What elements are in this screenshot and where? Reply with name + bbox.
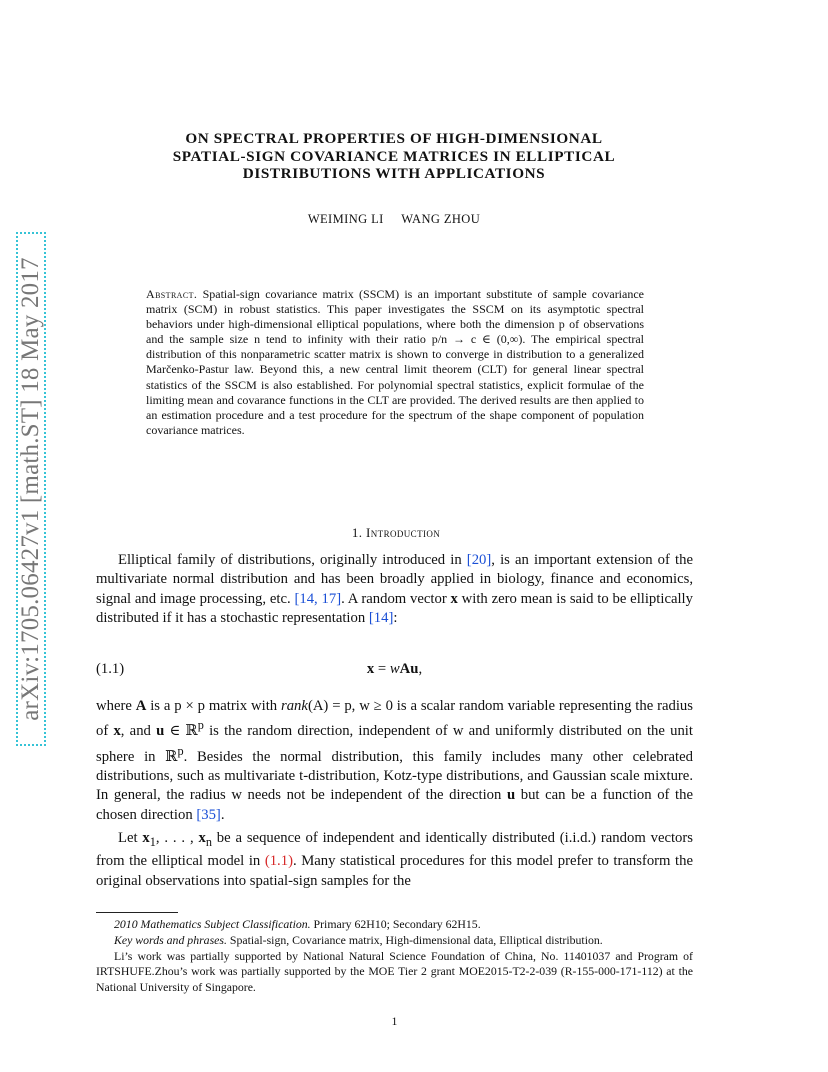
- abstract: [146, 287, 644, 438]
- footnote-text: Spatial-sign, Covariance matrix, High-dimensional data, Elliptical distribution.: [226, 932, 603, 947]
- math-matrix: A: [135, 698, 147, 714]
- math-punctuation: ,: [418, 661, 423, 677]
- footnote-label: Key words and phrases.: [114, 932, 227, 947]
- math-function: rank: [281, 698, 308, 714]
- text-run: be a sequence of independent and identically distributed (i.i.d.) random vectors from the elliptical model in: [96, 830, 694, 870]
- author-name: WEIMING LI: [307, 212, 384, 226]
- text-run: , and: [120, 723, 157, 740]
- text-run: is the random direction, independent of w and uniformly distributed on the unit sphere in ℝ: [96, 723, 693, 765]
- text-run: :: [393, 610, 398, 627]
- footnote-funding: [96, 949, 693, 996]
- math-subscript: 1: [149, 834, 156, 849]
- footnote-rule: [96, 912, 178, 913]
- footnote-msc: [96, 917, 693, 933]
- arxiv-id-text: arXiv:1705.06427v1 [math.ST] 18 May 2017: [17, 257, 44, 721]
- section-heading: [96, 525, 696, 541]
- math-vector: x: [450, 590, 458, 607]
- text-run: Elliptical family of distributions, originally introduced in: [118, 552, 467, 568]
- text-run: .: [220, 806, 225, 823]
- paper-title: [120, 130, 668, 183]
- text-run: but can be a function of the chosen direction: [96, 787, 693, 823]
- footnote-label: 2010 Mathematics Subject Classification.: [114, 917, 311, 931]
- text-run: ∈ ℝ: [164, 723, 198, 740]
- citation-link[interactable]: [20]: [466, 552, 492, 568]
- math-variable: w: [389, 661, 400, 677]
- math-vector: u: [506, 787, 516, 804]
- math-superscript: p: [197, 718, 204, 733]
- section-title: Introduction: [366, 525, 441, 540]
- footnote-text: Primary 62H10; Secondary 62H15.: [310, 917, 481, 931]
- math-superscript: p: [177, 743, 184, 758]
- arxiv-identifier-stamp: [8, 232, 54, 746]
- paragraph-3: [96, 829, 693, 891]
- citation-link[interactable]: [14, 17]: [294, 590, 342, 607]
- math-vector: x: [142, 830, 150, 846]
- author-list: [120, 212, 668, 227]
- section-number: 1.: [351, 525, 363, 540]
- footnotes: [96, 917, 693, 996]
- math-vector: x: [113, 723, 121, 740]
- math-vector: x: [366, 661, 375, 677]
- equation-body: [96, 661, 693, 678]
- equation-reference-link[interactable]: (1.1): [264, 853, 293, 870]
- math-subscript: n: [205, 834, 212, 849]
- abstract-label: Abstract.: [146, 287, 198, 301]
- text-run: , is an important extension of the multivariate normal distribution and has been broadly applied in biology, finance and economics, signal and image processing, etc.: [96, 552, 693, 607]
- title-line-2: SPATIAL-SIGN COVARIANCE MATRICES IN ELLIPTICAL: [172, 147, 616, 165]
- text-run: (A) = p, w ≥ 0 is a scalar random variable representing the radius of: [96, 698, 693, 740]
- equation-1-1: [96, 661, 693, 681]
- text-run: . Many statistical procedures for this model prefer to transform the original observations into spatial-sign samples for the: [96, 853, 693, 889]
- title-line-1: ON SPECTRAL PROPERTIES OF HIGH-DIMENSIONAL: [185, 130, 603, 147]
- footnote-text: Li’s work was partially supported by National Natural Science Foundation of China, No. 11401037 and Program of IRTSHUFE.Zhou’s work was partially supported by the MOE Tier 2 grant MOE2015-T2-2-039 (R-155-000-171-112) at the National University of Singapore.: [96, 948, 693, 995]
- citation-link[interactable]: [14]: [368, 610, 394, 627]
- text-run: Let: [118, 830, 143, 846]
- paragraph-1: [96, 551, 693, 629]
- paragraph-2: [96, 697, 693, 825]
- text-run: with zero mean is said to be elliptically distributed if it has a stochastic representation: [96, 590, 693, 627]
- text-run: . Besides the normal distribution, this family includes many other celebrated distributions, such as multivariate t-distribution, Kotz-type distributions, and Gaussian scale mixture. In general, the radius w needs not be independent of the direction: [96, 748, 693, 804]
- page-number: 1: [391, 1014, 398, 1028]
- author-name: WANG ZHOU: [401, 212, 481, 226]
- equation-number: (1.1): [96, 661, 125, 677]
- math-vector: x: [198, 830, 206, 846]
- abstract-text: Spatial-sign covariance matrix (SSCM) is an important substitute of sample covariance matrix (SCM) in robust statistics. This paper investigates the SSCM on its asymptotic spectral behaviors under high-dimensional elliptical populations, where both the dimension p of observations and the sample size n tend to infinity with their ratio p/n → c ∈ (0,∞). The empirical spectral distribution of this nonparametric scatter matrix is shown to converge in distribution to a generalized Marčenko-Pastur law. Beyond this, a new central limit theorem (CLT) for general linear spectral statistics of the SSCM is also established. For polynomial spectral statistics, explicit formulae of the limiting mean and covarance functions in the CLT are provided. The derived results are then applied to an estimation procedure and a test procedure for the spectrum of the shape component of population covariance matrices.: [146, 287, 644, 437]
- text-run: is a p × p matrix with: [146, 698, 281, 714]
- title-line-3: DISTRIBUTIONS WITH APPLICATIONS: [242, 165, 546, 182]
- math-operator: =: [374, 661, 390, 677]
- text-run: where: [96, 698, 136, 714]
- text-run: . A random vector: [341, 590, 451, 607]
- math-vector: u: [156, 723, 165, 740]
- citation-link[interactable]: [35]: [196, 806, 221, 823]
- text-run: , . . . ,: [155, 830, 199, 846]
- footnote-keywords: [96, 933, 693, 949]
- math-vector: Au: [399, 661, 419, 677]
